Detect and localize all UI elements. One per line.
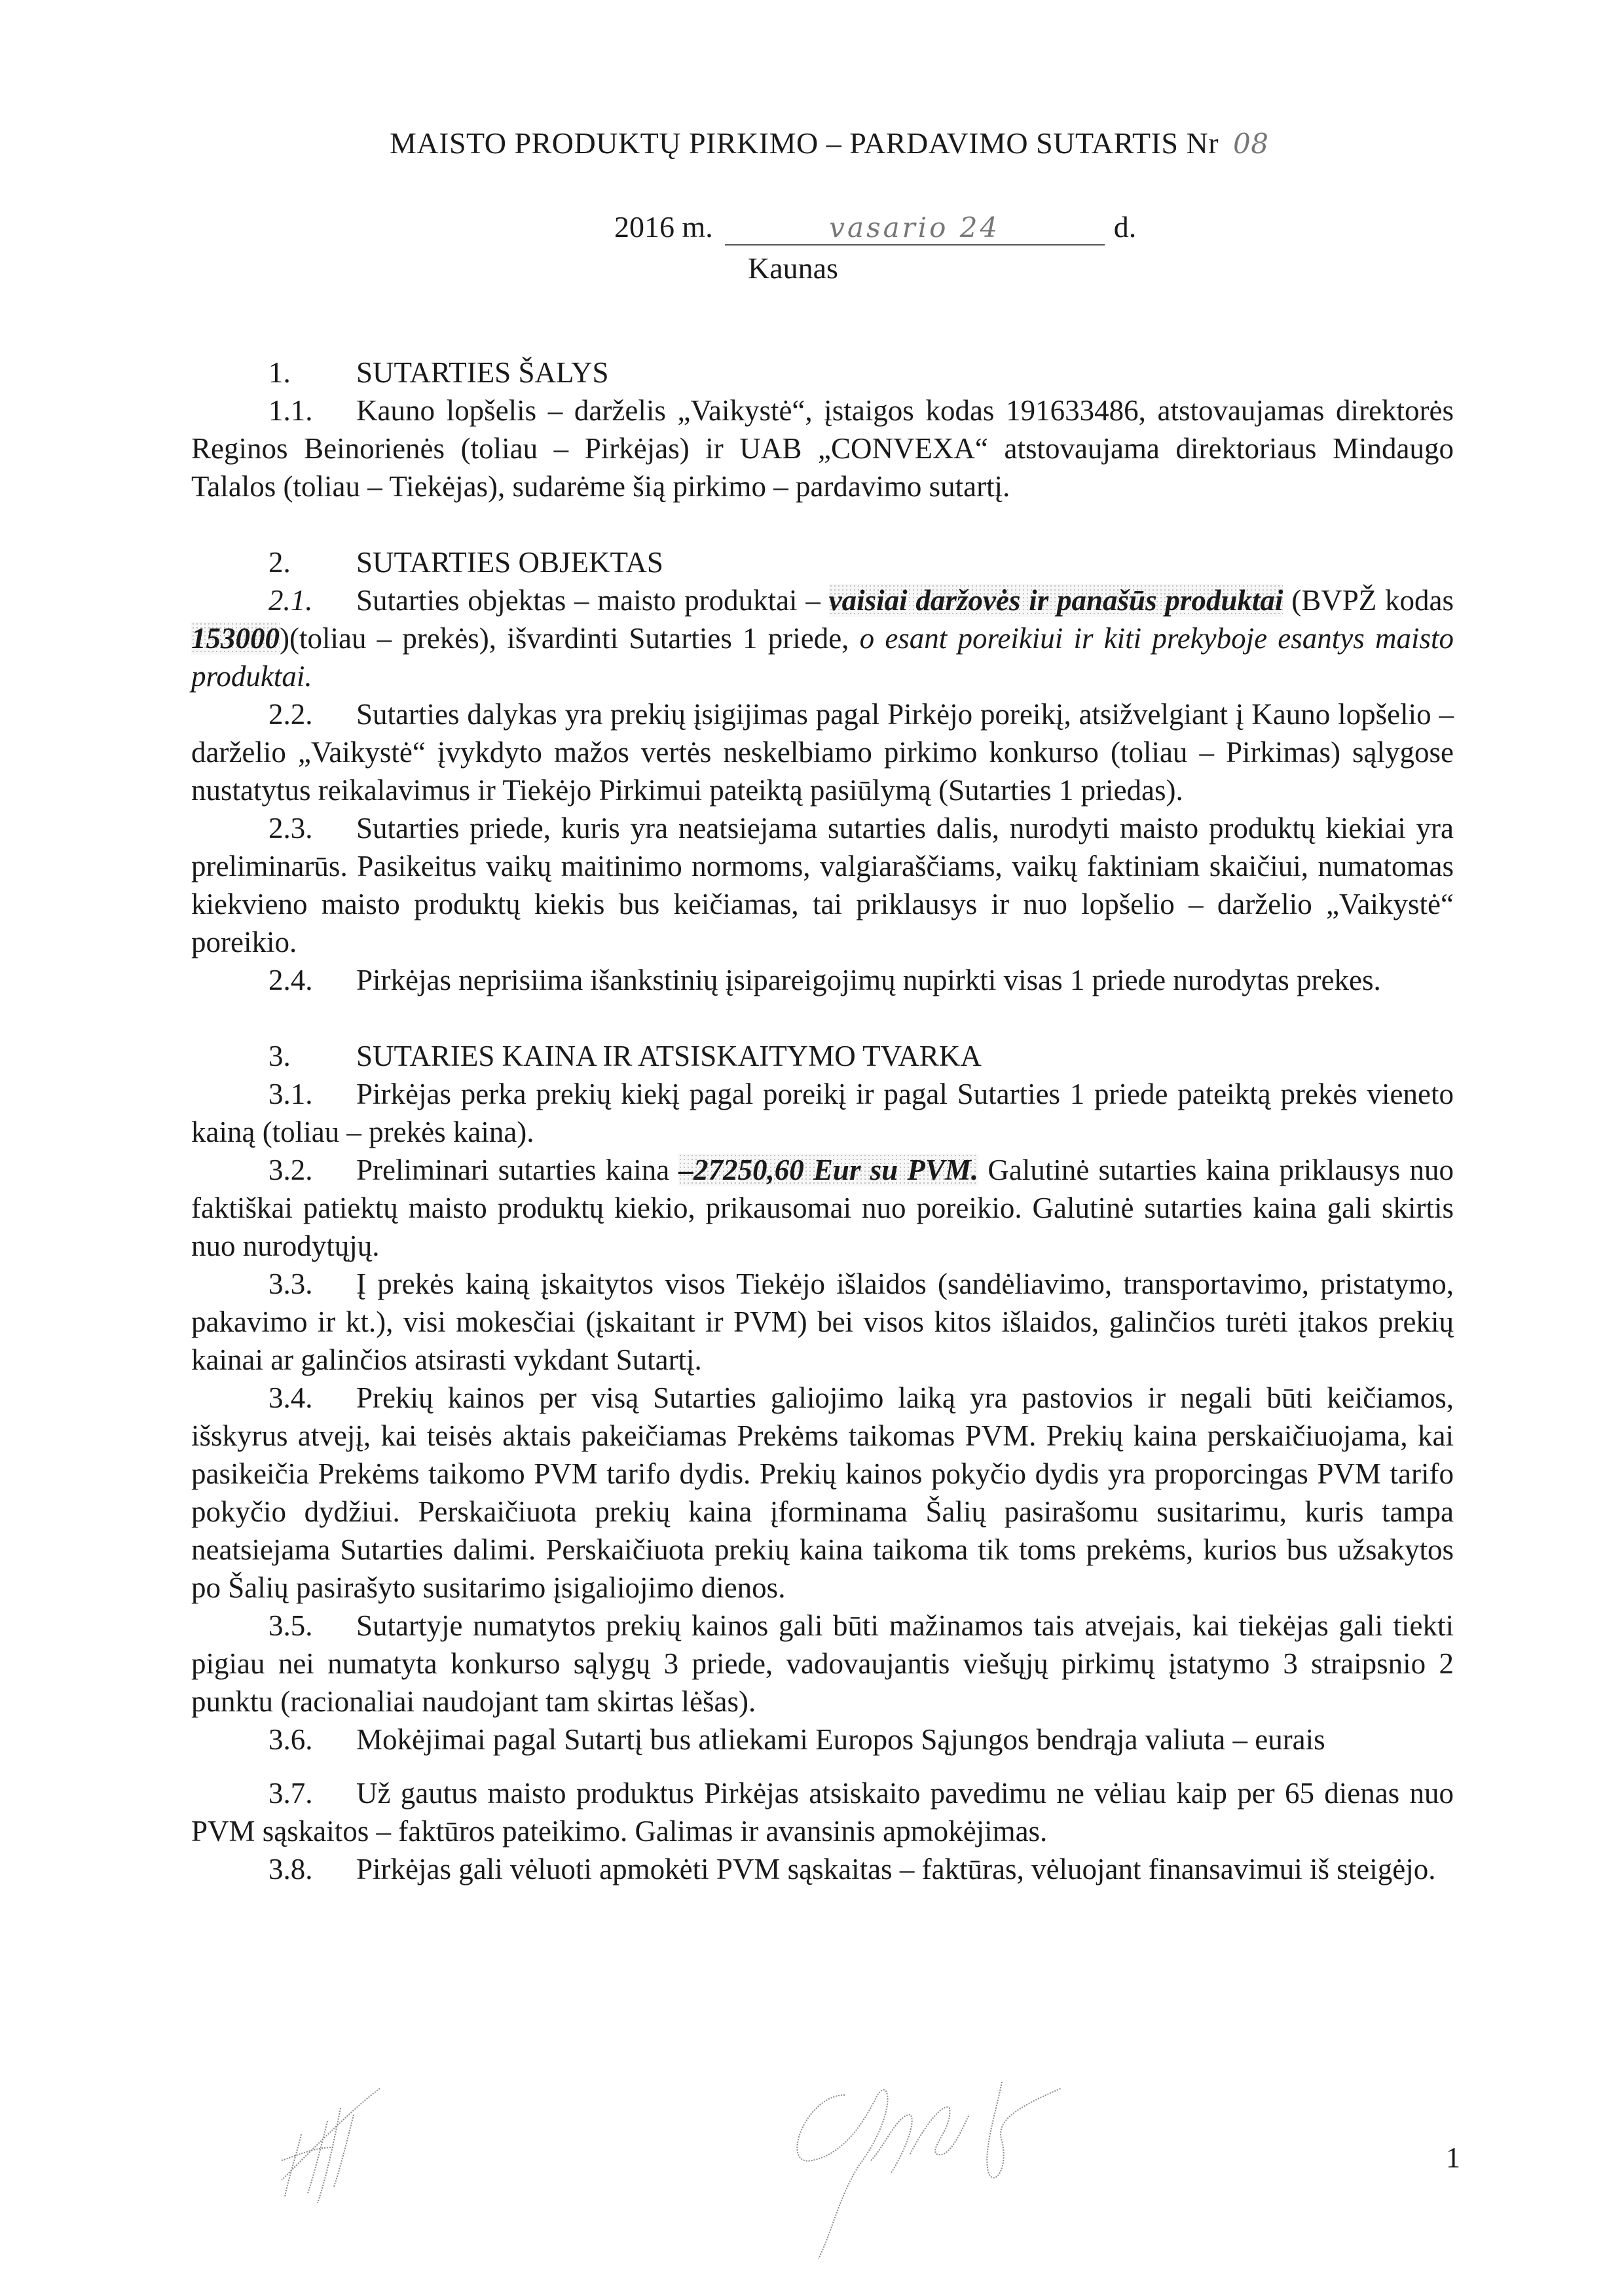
clause-text: Pirkėjas neprisiima išankstinių įsipareigojimų nupirkti visas 1 priede nurodytas prekes. xyxy=(356,964,1381,996)
day-suffix: d. xyxy=(1113,210,1137,244)
clause-number: 3.6. xyxy=(268,1723,313,1756)
clause-text: Galutinė sutarties kaina priklausys nuo faktiškai patiektų maisto produktų kiekio, prikausomai nuo poreikio. Galutinė sutarties kaina gali skirtis nuo nurodytųjų. xyxy=(191,1154,1454,1262)
page-number: 1 xyxy=(1446,2141,1460,2174)
clause-3-2 xyxy=(191,1151,1454,1265)
highlighted-contract-price: –27250,60 Eur su PVM. xyxy=(678,1154,979,1186)
handwritten-date: vasario 24 xyxy=(829,211,1001,244)
clause-number: 2.3. xyxy=(268,812,313,845)
date-line xyxy=(614,210,1136,246)
clause-text: Prekių kainos per visą Sutarties galiojimo laiką yra pastovios ir negali būti keičiamos, išskyrus atvejį, kai teisės aktais pakeičiamas Prekėms taikomas PVM. Prekių kaina perskaičiuojama, kai pasikeičia Prekėms taikomo PVM tarifo dydis. Prekių kainos pokyčio dydis yra proporcingas PVM tarifo pokyčio dydžiui. Perskaičiuota prekių kaina įforminama Šalių pasirašomu susitarimu, kuris tampa neatsiejama Sutarties dalimi. Perskaičiuota prekių kaina taikoma tik toms prekėms, kurios bus užsakytos po Šalių pasirašyto susitarimo įsigaliojimo dienos. xyxy=(191,1381,1454,1604)
highlighted-product-category: vaisiai daržovės ir panašūs produktai xyxy=(828,584,1283,617)
clause-number: 3.5. xyxy=(268,1609,313,1642)
section-number: 2. xyxy=(268,546,291,579)
date-blank xyxy=(725,210,1105,246)
clause-text: Preliminari sutarties kaina xyxy=(356,1154,679,1186)
clause-3-1 xyxy=(191,1075,1454,1151)
section-number: 3. xyxy=(268,1040,291,1072)
clause-2-2 xyxy=(191,695,1454,809)
section-heading-1 xyxy=(191,354,1454,392)
city: Kaunas xyxy=(748,251,838,285)
highlighted-cpv-code: 153000 xyxy=(191,622,280,655)
clause-number: 3.3. xyxy=(268,1267,313,1300)
clause-1-1 xyxy=(191,392,1454,505)
clause-text: Sutarties objektas – maisto produktai – xyxy=(356,584,829,617)
contract-title xyxy=(390,126,1269,160)
clause-text: Sutarties dalykas yra prekių įsigijimas pagal Pirkėjo poreikį, atsižvelgiant į Kauno lopšelio – darželio „Vaikystė“ įvykdyto mažos vertės neskelbiamo pirkimo konkurso (toliau – Pirkimas) sąlygose nustatytus reikalavimus ir Tiekėjo Pirkimui pateiktą pasiūlymą (Sutarties 1 priedas). xyxy=(191,698,1454,807)
year-prefix: 2016 m. xyxy=(614,210,713,244)
clause-number: 3.8. xyxy=(268,1853,313,1886)
clause-text: Mokėjimai pagal Sutartį bus atliekami Europos Sąjungos bendrąja valiuta – eurais xyxy=(356,1723,1325,1756)
clause-3-3 xyxy=(191,1265,1454,1379)
clause-2-4 xyxy=(191,961,1454,999)
clause-number: 2.1. xyxy=(268,584,313,617)
buyer-signature-icon xyxy=(262,2082,406,2213)
clause-number: 2.4. xyxy=(268,964,313,996)
clause-text: Pirkėjas perka prekių kiekį pagal poreikį ir pagal Sutarties 1 priede pateiktą prekės vieneto kainą (toliau – prekės kaina). xyxy=(191,1078,1454,1148)
clause-number: 1.1. xyxy=(268,394,313,427)
clause-3-4 xyxy=(191,1379,1454,1607)
section-title: SUTARTIES ŠALYS xyxy=(356,356,609,389)
clause-text: )(toliau – prekės), išvardinti Sutarties 1 priede, xyxy=(280,622,860,655)
title-text: MAISTO PRODUKTŲ PIRKIMO – PARDAVIMO SUTARTIS Nr xyxy=(390,126,1219,160)
clause-number: 3.7. xyxy=(268,1777,313,1810)
clause-text: Į prekės kainą įskaitytos visos Tiekėjo išlaidos (sandėliavimo, transportavimo, pristatymo, pakavimo ir kt.), visi mokesčiai (įskaitant ir PVM) bei visos kitos išlaidos, galinčios turėti įtakos prekių kainai ar galinčios atsirasti vykdant Sutartį. xyxy=(191,1267,1454,1376)
clause-number: 2.2. xyxy=(268,698,313,731)
clause-text: Pirkėjas gali vėluoti apmokėti PVM sąskaitas – faktūras, vėluojant finansavimui iš steigėjo. xyxy=(356,1853,1436,1886)
clause-text: (BVPŽ kodas xyxy=(1283,584,1454,617)
clause-number: 3.2. xyxy=(268,1154,313,1186)
section-title: SUTARIES KAINA IR ATSISKAITYMO TVARKA xyxy=(356,1040,982,1072)
clause-text: Sutarties priede, kuris yra neatsiejama sutarties dalis, nurodyti maisto produktų kiekiai yra preliminarūs. Pasikeitus vaikų maitinimo normoms, valgiaraščiams, vaikų faktiniam skaičiui, numatomas kiekvieno maisto produktų kiekis bus keičiamas, tai priklausys ir nuo lopšelio – darželio „Vaikystė“ poreikio. xyxy=(191,812,1454,958)
handwritten-contract-number: 08 xyxy=(1233,128,1269,160)
section-title: SUTARTIES OBJEKTAS xyxy=(356,546,663,579)
section-heading-2 xyxy=(191,543,1454,581)
clause-number: 3.4. xyxy=(268,1381,313,1414)
clause-text: Už gautus maisto produktus Pirkėjas atsiskaito pavedimu ne vėliau kaip per 65 dienas nuo PVM sąskaitos – faktūros pateikimo. Galimas ir avansinis apmokėjimas. xyxy=(191,1777,1454,1848)
clause-2-3 xyxy=(191,809,1454,961)
clause-2-1 xyxy=(191,581,1454,695)
section-heading-3 xyxy=(191,1037,1454,1075)
clause-3-7 xyxy=(191,1774,1454,1850)
clause-text: Kauno lopšelis – darželis „Vaikystė“, įstaigos kodas 191633486, atstovaujamas direktorės Reginos Beinorienės (toliau – Pirkėjas) ir UAB „CONVEXA“ atstovaujama direktoriaus Mindaugo Talalos (toliau – Tiekėjas), sudarėme šią pirkimo – pardavimo sutartį. xyxy=(191,394,1454,503)
clause-italic-text: o esant poreikiui ir kiti prekyboje esantys maisto produktai. xyxy=(191,622,1454,693)
section-number: 1. xyxy=(268,356,291,389)
clause-3-8 xyxy=(191,1850,1454,1888)
clause-number: 3.1. xyxy=(268,1078,313,1110)
supplier-signature-icon xyxy=(786,2075,1153,2272)
contract-body xyxy=(191,354,1454,1888)
clause-3-5 xyxy=(191,1607,1454,1721)
clause-text: Sutartyje numatytos prekių kainos gali būti mažinamos tais atvejais, kai tiekėjas gali tiekti pigiau nei numatyta konkurso sąlygų 3 priede, vadovaujantis viešųjų pirkimų įstatymo 3 straipsnio 2 punktu (racionaliai naudojant tam skirtas lėšas). xyxy=(191,1609,1454,1718)
clause-3-6 xyxy=(191,1721,1454,1758)
